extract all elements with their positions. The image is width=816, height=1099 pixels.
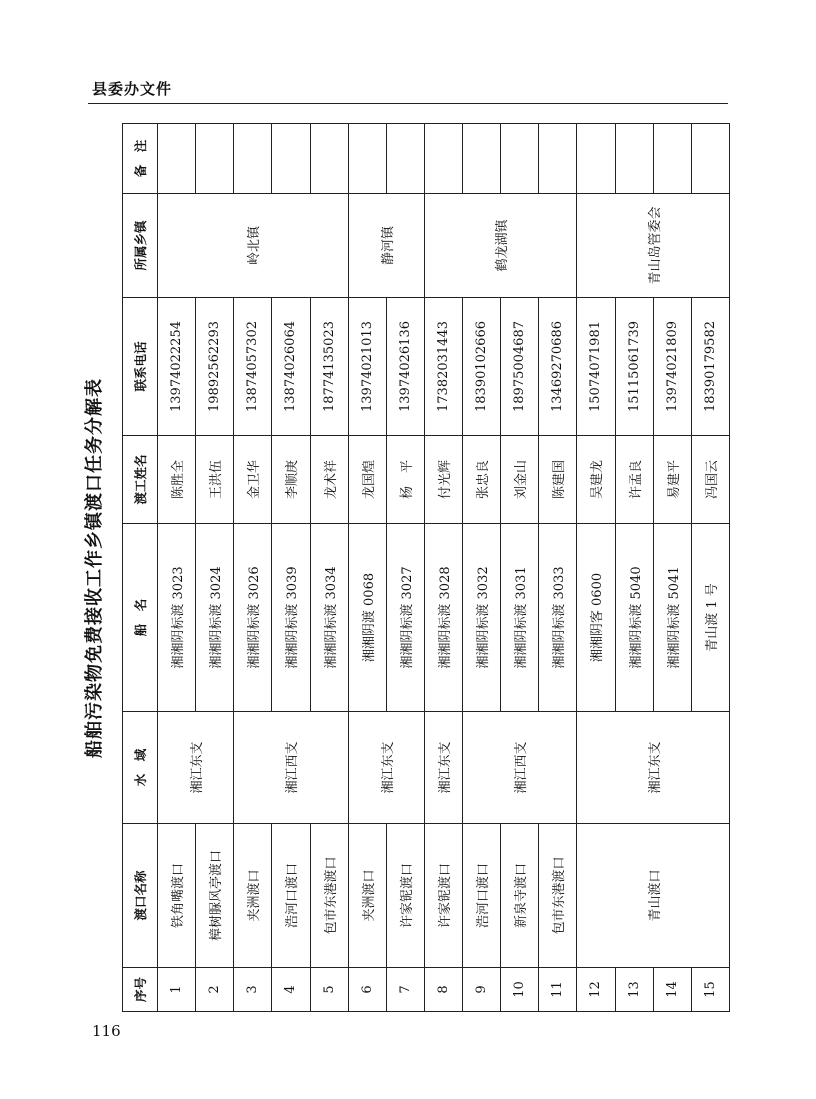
- cell-port: 浩河口渡口: [272, 824, 310, 968]
- cell-water-merged: 湘江西支: [463, 712, 577, 824]
- task-table: [122, 123, 730, 1012]
- cell-ship: 湘湘阴标渡 3027: [386, 524, 424, 712]
- col-header-phone: 联系电话: [123, 298, 158, 436]
- cell-worker: 许孟良: [615, 436, 653, 524]
- col-header-worker: 渡工姓名: [123, 436, 158, 524]
- cell-note: [463, 124, 501, 194]
- cell-worker: 刘金山: [501, 436, 539, 524]
- cell-no: 11: [539, 968, 577, 1012]
- cell-no: 15: [691, 968, 729, 1012]
- cell-note: [424, 124, 462, 194]
- cell-water-merged: 湘江东支: [577, 712, 730, 824]
- cell-no: 2: [196, 968, 234, 1012]
- cell-no: 4: [272, 968, 310, 1012]
- cell-note: [348, 124, 386, 194]
- cell-port: 包市东港渡口: [539, 824, 577, 968]
- col-header-no: 序号: [123, 968, 158, 1012]
- cell-town-merged: 岭北镇: [158, 194, 349, 298]
- cell-no: 6: [348, 968, 386, 1012]
- cell-worker: 王洪伍: [196, 436, 234, 524]
- col-header-note: 备 注: [123, 124, 158, 194]
- cell-no: 13: [615, 968, 653, 1012]
- cell-water-merged: 湘江东支: [158, 712, 234, 824]
- cell-ship: 湘湘阴渡 0068: [348, 524, 386, 712]
- cell-no: 1: [158, 968, 196, 1012]
- cell-port: 铁角嘴渡口: [158, 824, 196, 968]
- cell-no: 7: [386, 968, 424, 1012]
- cell-port-merged: 青山渡口: [577, 824, 730, 968]
- cell-worker: 陈胜全: [158, 436, 196, 524]
- cell-no: 12: [577, 968, 615, 1012]
- cell-port: 夹洲渡口: [348, 824, 386, 968]
- table-title: 船舶污染物免费接收工作乡镇渡口任务分解表: [84, 378, 105, 758]
- cell-note: [310, 124, 348, 194]
- cell-worker: 杨 平: [386, 436, 424, 524]
- cell-ship: 湘湘阴标渡 5041: [653, 524, 691, 712]
- header-divider: [88, 103, 728, 104]
- cell-port: 许家铌渡口: [386, 824, 424, 968]
- cell-ship: 青山渡 1 号: [691, 524, 729, 712]
- cell-phone: 13874026064: [272, 298, 310, 436]
- cell-phone: 13974021013: [348, 298, 386, 436]
- cell-phone: 13974021809: [653, 298, 691, 436]
- cell-worker: 吴建龙: [577, 436, 615, 524]
- cell-note: [234, 124, 272, 194]
- cell-worker: 龙术祥: [310, 436, 348, 524]
- cell-ship: 湘湘阴标渡 3024: [196, 524, 234, 712]
- cell-no: 9: [463, 968, 501, 1012]
- cell-ship: 湘湘阴标渡 3031: [501, 524, 539, 712]
- col-header-ship: 船 名: [123, 524, 158, 712]
- cell-ship: 湘湘阴客 0600: [577, 524, 615, 712]
- cell-town-merged: 鹤龙湖镇: [424, 194, 577, 298]
- cell-no: 5: [310, 968, 348, 1012]
- cell-water: 湘江东支: [424, 712, 462, 824]
- page-number: 116: [92, 1022, 121, 1040]
- cell-water-merged: 湘江东支: [348, 712, 424, 824]
- cell-port: 樟树脲风亭渡口: [196, 824, 234, 968]
- cell-note: [386, 124, 424, 194]
- cell-ship: 湘湘阴标渡 3039: [272, 524, 310, 712]
- cell-ship: 湘湘阴标渡 5040: [615, 524, 653, 712]
- cell-note: [501, 124, 539, 194]
- cell-port: 浩河口渡口: [463, 824, 501, 968]
- table-row: [348, 124, 386, 1012]
- cell-town-merged: 青山岛管委会: [577, 194, 730, 298]
- cell-worker: 付光辉: [424, 436, 462, 524]
- cell-note: [615, 124, 653, 194]
- cell-no: 8: [424, 968, 462, 1012]
- rotated-table-container: [84, 124, 730, 1012]
- cell-ship: 湘湘阴标渡 3028: [424, 524, 462, 712]
- cell-note: [577, 124, 615, 194]
- cell-phone: 13974022254: [158, 298, 196, 436]
- cell-port: 许家铌渡口: [424, 824, 462, 968]
- cell-phone: 13974026136: [386, 298, 424, 436]
- cell-phone: 13874057302: [234, 298, 272, 436]
- cell-ship: 湘湘阴标渡 3026: [234, 524, 272, 712]
- cell-port: 新泉寺渡口: [501, 824, 539, 968]
- cell-water-merged: 湘江西支: [234, 712, 348, 824]
- col-header-water: 水 域: [123, 712, 158, 824]
- cell-note: [539, 124, 577, 194]
- cell-phone: 15074071981: [577, 298, 615, 436]
- cell-port: 包市东港渡口: [310, 824, 348, 968]
- cell-no: 14: [653, 968, 691, 1012]
- cell-town-merged: 静河镇: [348, 194, 424, 298]
- cell-note: [691, 124, 729, 194]
- cell-worker: 龙国煌: [348, 436, 386, 524]
- cell-phone: 13469270686: [539, 298, 577, 436]
- cell-phone: 18390102666: [463, 298, 501, 436]
- cell-port: 夹洲渡口: [234, 824, 272, 968]
- document-header: 县委办文件: [92, 80, 173, 98]
- cell-worker: 易建平: [653, 436, 691, 524]
- col-header-town: 所属乡镇: [123, 194, 158, 298]
- cell-phone: 15115061739: [615, 298, 653, 436]
- cell-worker: 李顺庚: [272, 436, 310, 524]
- cell-ship: 湘湘阴标渡 3023: [158, 524, 196, 712]
- table-row: [577, 124, 615, 1012]
- cell-no: 3: [234, 968, 272, 1012]
- table-row: [424, 124, 462, 1012]
- table-row: [158, 124, 196, 1012]
- table-header-row: [123, 124, 158, 1012]
- cell-worker: 陈建国: [539, 436, 577, 524]
- cell-ship: 湘湘阴标渡 3032: [463, 524, 501, 712]
- cell-phone: 18975004687: [501, 298, 539, 436]
- cell-phone: 19892562293: [196, 298, 234, 436]
- cell-phone: 17382031443: [424, 298, 462, 436]
- cell-ship: 湘湘阴标渡 3034: [310, 524, 348, 712]
- cell-ship: 湘湘阴标渡 3033: [539, 524, 577, 712]
- col-header-port: 渡口名称: [123, 824, 158, 968]
- cell-worker: 冯国云: [691, 436, 729, 524]
- cell-worker: 金卫华: [234, 436, 272, 524]
- cell-worker: 张忠良: [463, 436, 501, 524]
- cell-no: 10: [501, 968, 539, 1012]
- cell-note: [653, 124, 691, 194]
- cell-phone: 18774135023: [310, 298, 348, 436]
- cell-phone: 18390179582: [691, 298, 729, 436]
- cell-note: [196, 124, 234, 194]
- cell-note: [272, 124, 310, 194]
- cell-note: [158, 124, 196, 194]
